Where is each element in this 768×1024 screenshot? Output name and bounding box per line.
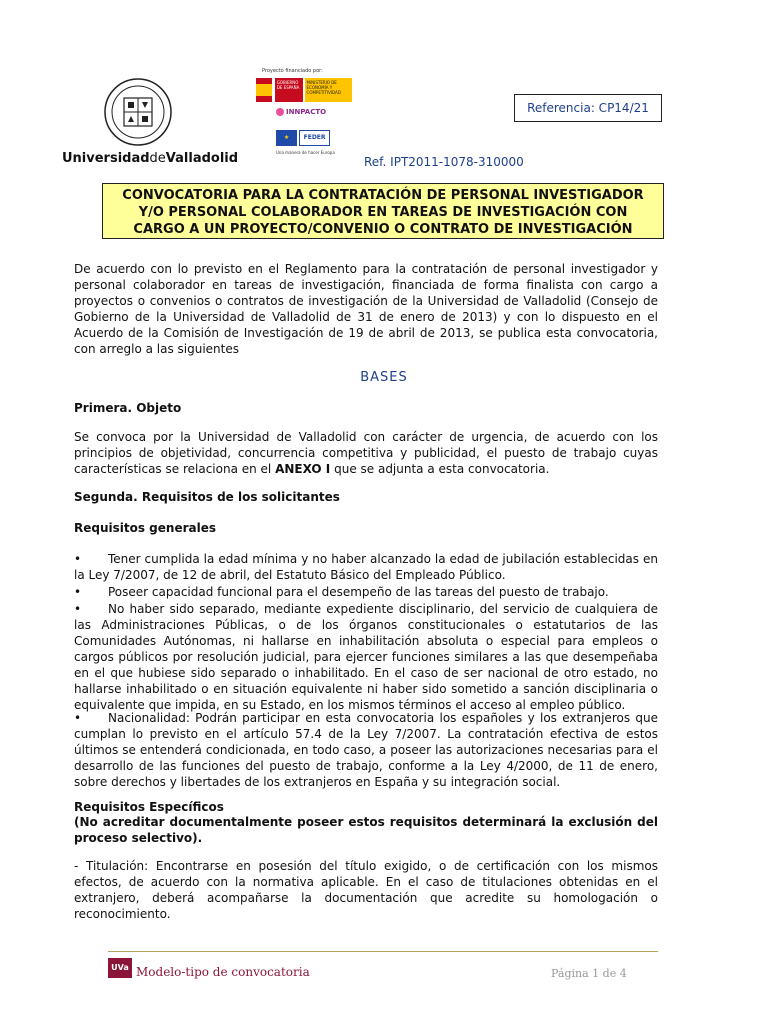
segunda-heading: Segunda. Requisitos de los solicitantes	[74, 490, 340, 504]
bases-heading: BASES	[360, 370, 408, 385]
requisitos-especificos-heading: Requisitos Específicos	[74, 800, 224, 814]
requisitos-generales-heading: Requisitos generales	[74, 521, 217, 535]
feder-caption: Una manera de hacer Europa	[276, 150, 335, 155]
uva-badge-logo: UVa	[108, 958, 132, 978]
university-crest-logo	[62, 78, 214, 154]
innpacto-logo: INNPACTO	[276, 108, 326, 116]
list-item: • Tener cumplida la edad mínima y no haber alcanzado la edad de jubilación establecidas en la Ley 7/2007, de 12 de abril, del Estatuto Básico del Empleado Público.	[74, 552, 658, 582]
university-name: UniversidaddeValladolid	[62, 151, 239, 166]
referencia-box: Referencia: CP14/21	[514, 94, 662, 122]
footer-doc-type: Modelo-tipo de convocatoria	[136, 965, 310, 979]
anexo-reference: ANEXO I	[275, 462, 331, 476]
list-item: • No haber sido separado, mediante expediente disciplinario, del servicio de cualquiera de las Administraciones Públicas, o de los órganos constitucionales o estatutarios de las Comunidades Autónomas, ni hallarse en inhabilitación absoluta o especial para empleos o cargos públicos por resolución judicial, para ejercer funciones similares a las que desempeñaba en el que hubiese sido separado o inhabilitado. En el caso de ser nacional de otro estado, no hallarse inhabilitado o en situación equivalente ni haber sido sometido a sanción disciplinaria o equivalente que impida, en su Estado, en los mismos términos el acceso al empleo público.	[74, 602, 658, 712]
primera-paragraph: Se convoca por la Universidad de Valladolid con carácter de urgencia, de acuerdo con los principios de objetividad, concurrencia competitiva y publicidad, el puesto de trabajo cuyas características se relaciona en el ANEXO I que se adjunta a esta convocatoria.	[74, 430, 658, 476]
spain-flag-icon	[256, 78, 272, 102]
gobierno-espana-logo	[256, 76, 352, 104]
eu-flag-icon: ★	[276, 130, 297, 146]
list-item: • Poseer capacidad funcional para el desempeño de las tareas del puesto de trabajo.	[74, 585, 609, 599]
financed-by-label: Proyecto financiado por:	[262, 68, 323, 74]
gobierno-label: GOBIERNO DE ESPAÑA	[275, 78, 303, 102]
titulacion-paragraph: - Titulación: Encontrarse en posesión del título exigido, o de certificación con los mismos efectos, de acuerdo con la normativa aplicable. En el caso de titulaciones obtenidas en el extranjero, deberá acompañarse la documentación que acredite su homologación o reconocimiento.	[74, 859, 658, 921]
ministerio-label: MINISTERIO DE ECONOMÍA Y COMPETITIVIDAD	[305, 78, 352, 102]
feder-logo	[276, 130, 330, 152]
footer-divider	[108, 951, 658, 952]
feder-label: FEDER	[299, 130, 330, 146]
document-title: CONVOCATORIA PARA LA CONTRATACIÓN DE PERSONAL INVESTIGADOR Y/O PERSONAL COLABORADOR EN TAREAS DE INVESTIGACIÓN CON CARGO A UN PROYECTO/CONVENIO O CONTRATO DE INVESTIGACIÓN	[102, 183, 664, 239]
reference-code: Ref. IPT2011-1078-310000	[364, 155, 524, 169]
innpacto-dot-icon	[276, 108, 284, 116]
primera-heading: Primera. Objeto	[74, 401, 182, 415]
especificos-note: (No acreditar documentalmente poseer estos requisitos determinará la exclusión del proceso selectivo).	[74, 815, 658, 845]
intro-paragraph: De acuerdo con lo previsto en el Reglamento para la contratación de personal investigador y personal colaborador en tareas de investigación, financiada de forma finalista con cargo a proyectos o convenios o contratos de investigación de la Universidad de Valladolid (Consejo de Gobierno de la Universidad de Valladolid de 31 de enero de 2013) y con lo dispuesto en el Acuerdo de la Comisión de Investigación de 19 de abril de 2013, se publica esta convocatoria, con arreglo a las siguientes	[74, 262, 658, 356]
page-number: Página 1 de 4	[551, 967, 627, 980]
list-item: • Nacionalidad: Podrán participar en esta convocatoria los españoles y los extranjeros que cumplan lo previsto en el artículo 57.4 de la Ley 7/2007. La contratación efectiva de estos últimos se entenderá condicionada, en todo caso, a poseer las autorizaciones necesarias para el desarrollo de las funciones del puesto de trabajo, conforme a la Ley 4/2000, de 11 de enero, sobre derechos y libertades de los extranjeros en España y su integración social.	[74, 711, 658, 789]
